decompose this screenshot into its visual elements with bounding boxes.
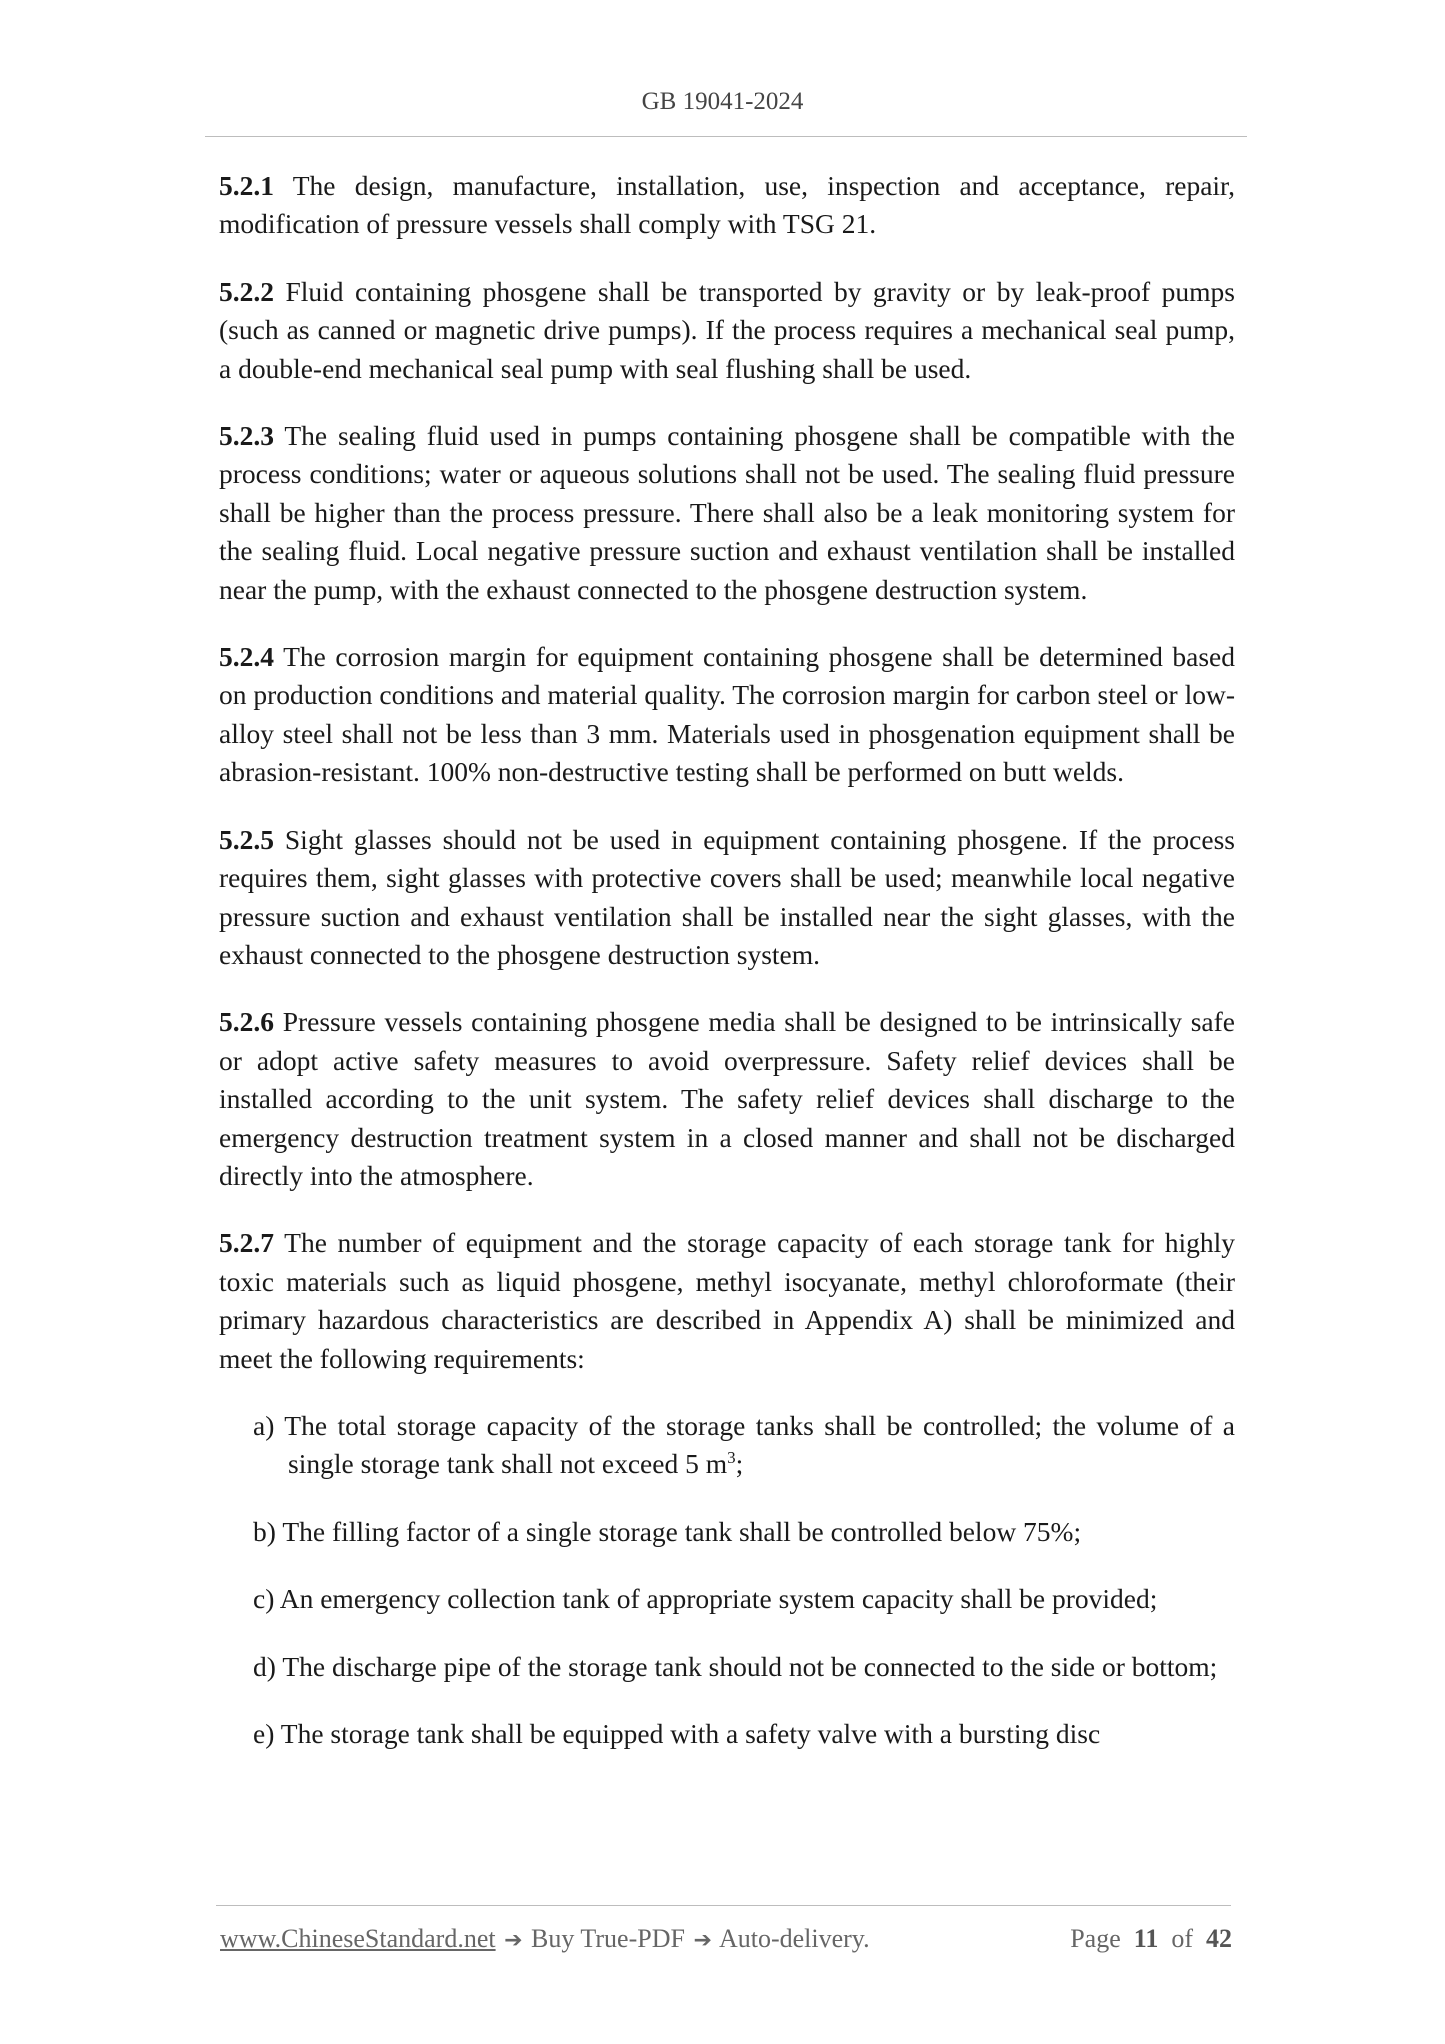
list-label: e) [253, 1718, 275, 1749]
superscript: 3 [727, 1448, 736, 1468]
list-item-c [253, 1580, 1235, 1618]
page-header [0, 88, 1445, 116]
clause-5-2-1 [219, 167, 1235, 244]
clause-5-2-2 [219, 273, 1235, 388]
list-label: a) [253, 1409, 275, 1441]
clause-5-2-6 [219, 1003, 1235, 1195]
clause-5-2-5 [219, 821, 1235, 975]
list-item-d [253, 1648, 1235, 1686]
clause-5-2-7 [219, 1224, 1235, 1378]
delivery-text: Auto-delivery. [718, 1924, 870, 1953]
clause-number: 5.2.4 [219, 641, 274, 673]
list-label: d) [253, 1650, 276, 1682]
footer-divider [216, 1905, 1231, 1906]
site-link[interactable]: www.ChineseStandard.net [220, 1924, 496, 1953]
arrow-right-icon: ➔ [693, 1928, 712, 1953]
clause-number: 5.2.6 [219, 1006, 274, 1038]
list-label: b) [253, 1515, 276, 1547]
clause-5-2-3 [219, 417, 1235, 609]
list-text: An emergency collection tank of appropriate system capacity shall be provided; [279, 1583, 1158, 1615]
list-text: The total storage capacity of the storage tanks shall be controlled; the volume of a single storage tank shall not exceed 5 m [284, 1409, 1235, 1480]
list-item-a [253, 1407, 1235, 1484]
buy-text: Buy True-PDF [531, 1924, 685, 1953]
clause-number: 5.2.3 [219, 420, 274, 452]
header-divider [205, 136, 1247, 137]
clause-text: The number of equipment and the storage capacity of each storage tank for highly toxic materials such as liquid phosgene, methyl isocyanate, methyl chloroformate (their primary hazardous characteristics are described in Appendix A) shall be minimized and meet the following requirements: [219, 1227, 1235, 1374]
clause-text: Pressure vessels containing phosgene media shall be designed to be intrinsically safe or adopt active safety measures to avoid overpressure. Safety relief devices shall be installed according to the unit system. The safety relief devices shall discharge to the emergency destruction treatment system in a closed manner and shall not be discharged directly into the atmosphere. [219, 1006, 1236, 1191]
page-label: Page [1070, 1924, 1121, 1953]
clause-number: 5.2.2 [219, 275, 274, 307]
page-total: 42 [1206, 1924, 1232, 1953]
of-label: of [1171, 1924, 1193, 1953]
list-item-b [253, 1513, 1235, 1551]
page-number [1070, 1924, 1232, 1954]
clause-number: 5.2.5 [219, 823, 274, 855]
list-label: c) [253, 1583, 275, 1615]
list-text: The discharge pipe of the storage tank should not be connected to the side or bottom; [282, 1650, 1218, 1682]
clause-text: The sealing fluid used in pumps containing phosgene shall be compatible with the process conditions; water or aqueous solutions shall not be used. The sealing fluid pressure shall be higher than the process pressure. There shall also be a leak monitoring system for the sealing fluid. Local negative pressure suction and exhaust ventilation shall be installed near the pump, with the exhaust connected to the phosgene destruction system. [219, 420, 1235, 605]
clause-number: 5.2.7 [219, 1227, 274, 1259]
clause-text: The design, manufacture, installation, use, inspection and acceptance, repair, modification of pressure vessels shall comply with TSG 21. [219, 170, 1235, 240]
list-item-e [253, 1715, 1235, 1753]
document-body [219, 167, 1235, 1782]
list-text: The storage tank shall be equipped with a safety valve with a bursting disc [280, 1718, 1101, 1749]
page-current: 11 [1133, 1924, 1159, 1953]
list-suffix: ; [735, 1448, 744, 1480]
clause-text: Sight glasses should not be used in equipment containing phosgene. If the process requires them, sight glasses with protective covers shall be used; meanwhile local negative pressure suction and exhaust ventilation shall be installed near the sight glasses, with the exhaust connected to the phosgene destruction system. [219, 823, 1235, 970]
footer-promo [220, 1924, 870, 1954]
clause-text: The corrosion margin for equipment containing phosgene shall be determined based on production conditions and material quality. The corrosion margin for carbon steel or low-alloy steel shall not be less than 3 mm. Materials used in phosgenation equipment shall be abrasion-resistant. 100% non-destructive testing shall be performed on butt welds. [219, 641, 1235, 788]
list-text: The filling factor of a single storage tank shall be controlled below 75%; [282, 1515, 1082, 1547]
clause-number: 5.2.1 [219, 170, 274, 201]
arrow-right-icon: ➔ [504, 1928, 523, 1953]
standard-id: GB 19041-2024 [641, 88, 804, 115]
clause-text: Fluid containing phosgene shall be transported by gravity or by leak-proof pumps (such as canned or magnetic drive pumps). If the process requires a mechanical seal pump, a double-end mechanical seal pump with seal flushing shall be used. [219, 275, 1236, 384]
clause-5-2-4 [219, 638, 1235, 792]
